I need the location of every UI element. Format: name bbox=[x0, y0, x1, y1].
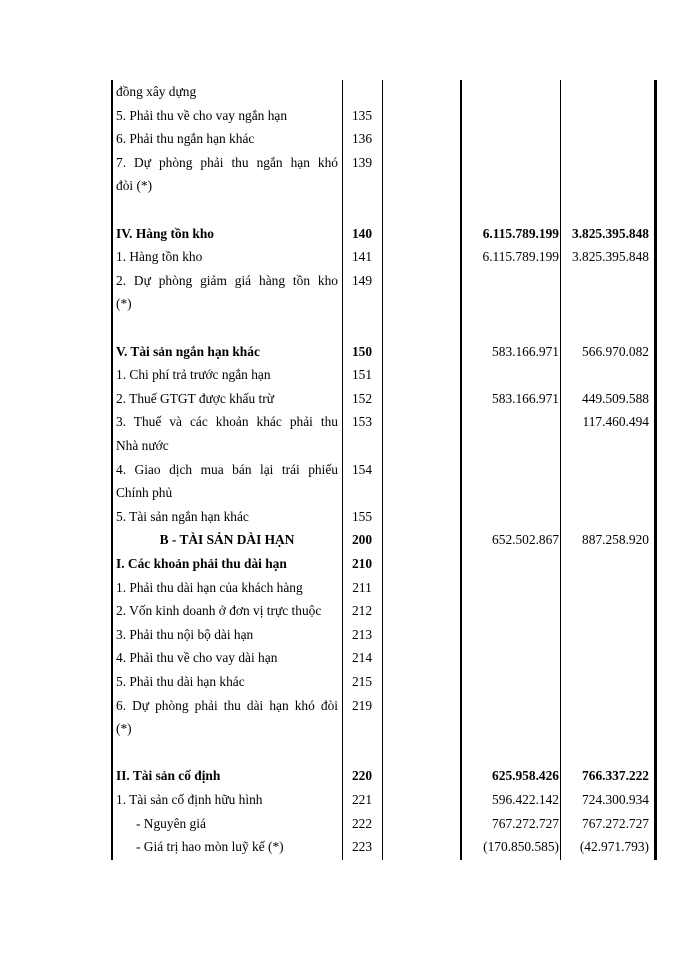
row-label: Chính phủ bbox=[116, 485, 173, 501]
row-label: - Giá trị hao mòn luỹ kế (*) bbox=[136, 839, 284, 855]
row-label: IV. Hàng tồn kho bbox=[116, 225, 214, 241]
row-code: 215 bbox=[351, 674, 373, 689]
row-label: 1. Hàng tồn kho bbox=[116, 249, 203, 265]
table-row bbox=[111, 788, 657, 812]
row-code: 200 bbox=[351, 532, 373, 548]
row-code: 141 bbox=[351, 249, 373, 265]
row-code: 221 bbox=[351, 792, 373, 807]
row-code: 220 bbox=[351, 768, 373, 784]
row-code: 151 bbox=[351, 367, 373, 383]
table-row bbox=[111, 694, 657, 718]
previous-period-value: 117.460.494 bbox=[582, 414, 649, 430]
row-code: 149 bbox=[351, 272, 373, 288]
table-row bbox=[111, 552, 657, 576]
row-label: 2. Dự phòng giảm giá hàng tồn kho bbox=[116, 272, 338, 288]
row-label: 1. Tài sản cố định hữu hình bbox=[116, 792, 263, 807]
table-row bbox=[111, 812, 657, 836]
row-code: 152 bbox=[351, 390, 373, 406]
table-row bbox=[111, 434, 657, 458]
row-code: 213 bbox=[351, 626, 373, 642]
table-row bbox=[111, 340, 657, 364]
table-row bbox=[111, 410, 657, 434]
row-label: 6. Phải thu ngắn hạn khác bbox=[116, 131, 255, 147]
table-row bbox=[111, 80, 657, 104]
current-period-value: 767.272.727 bbox=[492, 815, 559, 831]
table-row bbox=[111, 104, 657, 128]
table-row bbox=[111, 245, 657, 269]
row-label: 7. Dự phòng phải thu ngắn hạn khó bbox=[116, 154, 338, 170]
balance-sheet-table bbox=[111, 80, 657, 860]
current-period-value: (170.850.585) bbox=[483, 839, 559, 855]
table-row bbox=[111, 764, 657, 788]
row-label: (*) bbox=[116, 296, 132, 312]
row-label: đồng xây dựng bbox=[116, 84, 197, 99]
previous-period-value: 767.272.727 bbox=[582, 815, 649, 831]
table-row bbox=[111, 481, 657, 505]
row-code: 150 bbox=[351, 343, 373, 359]
row-code: 154 bbox=[351, 461, 373, 477]
row-code: 139 bbox=[351, 154, 373, 170]
table-row bbox=[111, 741, 657, 765]
previous-period-value: 766.337.222 bbox=[582, 768, 649, 784]
table-row bbox=[111, 222, 657, 246]
row-code: 223 bbox=[351, 839, 373, 855]
row-label: 3. Thuế và các khoản khác phải thu bbox=[116, 414, 338, 430]
row-label: II. Tài sản cố định bbox=[116, 768, 221, 784]
row-label: 2. Vốn kinh doanh ở đơn vị trực thuộc bbox=[116, 603, 322, 619]
row-label: Nhà nước bbox=[116, 438, 169, 453]
row-label: 5. Phải thu về cho vay ngắn hạn bbox=[116, 107, 288, 123]
table-row bbox=[111, 505, 657, 529]
row-code: 135 bbox=[351, 107, 373, 123]
current-period-value: 6.115.789.199 bbox=[482, 249, 559, 265]
row-code: 140 bbox=[351, 225, 373, 241]
row-label: 4. Giao dịch mua bán lại trái phiếu bbox=[116, 461, 338, 477]
row-code: 155 bbox=[351, 508, 373, 524]
table-row bbox=[111, 151, 657, 175]
table-row bbox=[111, 363, 657, 387]
row-label: đòi (*) bbox=[116, 178, 153, 194]
table-row bbox=[111, 458, 657, 482]
table-row bbox=[111, 670, 657, 694]
table-row bbox=[111, 316, 657, 340]
previous-period-value: 3.825.395.848 bbox=[572, 225, 649, 241]
row-label: 5. Phải thu dài hạn khác bbox=[116, 674, 245, 689]
table-row bbox=[111, 269, 657, 293]
table-row bbox=[111, 646, 657, 670]
row-label: B - TÀI SẢN DÀI HẠN bbox=[159, 532, 295, 548]
previous-period-value: 566.970.082 bbox=[582, 343, 649, 359]
row-code: 211 bbox=[352, 579, 372, 595]
row-label: 3. Phải thu nội bộ dài hạn bbox=[116, 626, 254, 642]
table-row bbox=[111, 576, 657, 600]
current-period-value: 6.115.789.199 bbox=[482, 225, 559, 241]
previous-period-value: 3.825.395.848 bbox=[572, 249, 649, 265]
row-code: 136 bbox=[351, 131, 373, 147]
table-row bbox=[111, 528, 657, 552]
current-period-value: 583.166.971 bbox=[492, 343, 559, 359]
row-label: V. Tài sản ngắn hạn khác bbox=[116, 343, 260, 359]
row-label: 5. Tài sản ngắn hạn khác bbox=[116, 508, 249, 524]
previous-period-value: (42.971.793) bbox=[579, 839, 649, 855]
row-code: 153 bbox=[351, 414, 373, 430]
previous-period-value: 887.258.920 bbox=[582, 532, 649, 548]
row-code: 210 bbox=[351, 556, 373, 571]
previous-period-value: 724.300.934 bbox=[582, 792, 649, 807]
table-row bbox=[111, 198, 657, 222]
table-row bbox=[111, 174, 657, 198]
table-row bbox=[111, 599, 657, 623]
current-period-value: 625.958.426 bbox=[492, 768, 559, 784]
row-label: 4. Phải thu về cho vay dài hạn bbox=[116, 650, 278, 666]
table-row bbox=[111, 717, 657, 741]
row-label: 2. Thuế GTGT được khấu trừ bbox=[116, 390, 274, 406]
row-code: 212 bbox=[351, 603, 373, 619]
row-label: 6. Dự phòng phải thu dài hạn khó đòi bbox=[116, 697, 338, 713]
table-row bbox=[111, 292, 657, 316]
row-label: 1. Chi phí trả trước ngắn hạn bbox=[116, 367, 271, 383]
row-code: 219 bbox=[351, 697, 373, 713]
table-row bbox=[111, 127, 657, 151]
row-label: I. Các khoản phải thu dài hạn bbox=[116, 556, 287, 571]
row-code: 214 bbox=[351, 650, 373, 666]
table-row bbox=[111, 387, 657, 411]
table-row bbox=[111, 835, 657, 859]
row-label: 1. Phải thu dài hạn của khách hàng bbox=[116, 579, 303, 595]
row-label: (*) bbox=[116, 721, 132, 737]
current-period-value: 652.502.867 bbox=[492, 532, 559, 548]
current-period-value: 583.166.971 bbox=[492, 390, 559, 406]
current-period-value: 596.422.142 bbox=[492, 792, 559, 807]
row-label: - Nguyên giá bbox=[136, 815, 206, 831]
row-code: 222 bbox=[351, 815, 373, 831]
table-row bbox=[111, 623, 657, 647]
previous-period-value: 449.509.588 bbox=[582, 390, 649, 406]
